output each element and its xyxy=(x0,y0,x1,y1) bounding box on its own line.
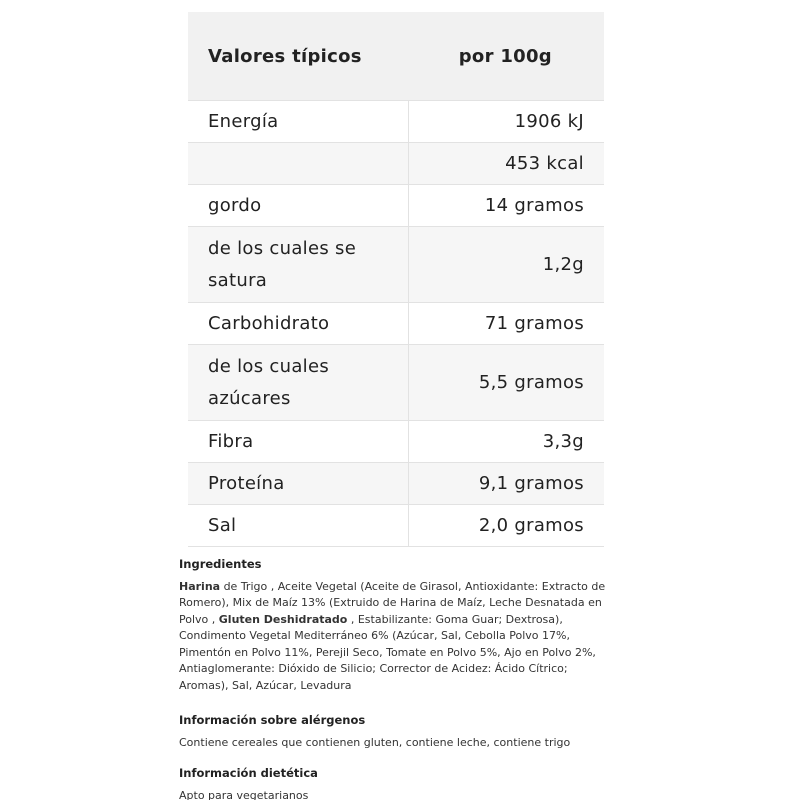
nutrient-label: gordo xyxy=(188,185,408,227)
allergens-title: Información sobre alérgenos xyxy=(179,713,366,727)
ingredients-bold-gluten: Gluten Deshidratado xyxy=(218,612,348,626)
nutrition-row-energy-kcal xyxy=(188,143,604,185)
ingredients-text xyxy=(179,579,619,695)
nutrient-value: 2,0 gramos xyxy=(408,505,604,547)
nutrition-row-salt xyxy=(188,505,604,547)
nutrient-value: 1,2g xyxy=(408,227,604,303)
nutrition-row-saturates xyxy=(188,227,604,303)
ingredients-section xyxy=(179,556,619,694)
nutrient-value: 453 kcal xyxy=(408,143,604,185)
product-info-sections xyxy=(179,556,619,800)
nutrient-value: 3,3g xyxy=(408,421,604,463)
nutrient-label: Sal xyxy=(188,505,408,547)
dietary-text: Apto para vegetarianos xyxy=(179,788,309,800)
nutrition-header-row xyxy=(188,12,604,101)
ingredients-text-part: de Trigo , Aceite Vegetal (Aceite de Girasol, Antioxidante: Extracto de Romero), Mix de Maíz 13% (Extruido de Harina de Maíz, Leche Desnatada en Polvo , xyxy=(179,579,606,626)
nutrient-value: 9,1 gramos xyxy=(408,463,604,505)
nutrition-row-fat xyxy=(188,185,604,227)
nutrient-value: 5,5 gramos xyxy=(408,345,604,421)
nutrient-value: 1906 kJ xyxy=(408,101,604,143)
nutrient-value: 14 gramos xyxy=(408,185,604,227)
ingredients-text-part: , Estabilizante: Goma Guar; Dextrosa), Condimento Vegetal Mediterráneo 6% (Azúcar, Sal, Cebolla Polvo 17%, Pimentón en Polvo 11%, Perejil Seco, Tomate en Polvo 5%, Ajo en Polvo 2%, Antiaglomerante: Dióxido de Silicio; Corrector de Acidez: Ácido Cítrico; Aromas), Sal, Azúcar, Levadura xyxy=(179,612,596,692)
nutrition-row-carbohydrate xyxy=(188,303,604,345)
allergens-section xyxy=(179,712,619,751)
nutrient-value: 71 gramos xyxy=(408,303,604,345)
dietary-section xyxy=(179,765,619,800)
nutrient-label: Fibra xyxy=(188,421,408,463)
ingredients-title: Ingredientes xyxy=(179,557,262,571)
ingredients-bold-wheat-flour: Harina xyxy=(179,579,221,593)
nutrition-row-energy-kj xyxy=(188,101,604,143)
nutrient-label: Carbohidrato xyxy=(188,303,408,345)
nutrition-header-value: por 100g xyxy=(408,12,604,101)
nutrition-header-label: Valores típicos xyxy=(188,12,408,101)
nutrient-label: de los cuales se satura xyxy=(188,227,408,303)
nutrient-label: Proteína xyxy=(188,463,408,505)
nutrition-row-sugars xyxy=(188,345,604,421)
nutrition-table xyxy=(188,12,604,547)
allergens-text: Contiene cereales que contienen gluten, contiene leche, contiene trigo xyxy=(179,735,571,749)
nutrient-label xyxy=(188,143,408,185)
nutrition-row-fibre xyxy=(188,421,604,463)
dietary-title: Información dietética xyxy=(179,766,318,780)
nutrition-row-protein xyxy=(188,463,604,505)
nutrient-label: Energía xyxy=(188,101,408,143)
nutrient-label: de los cuales azúcares xyxy=(188,345,408,421)
